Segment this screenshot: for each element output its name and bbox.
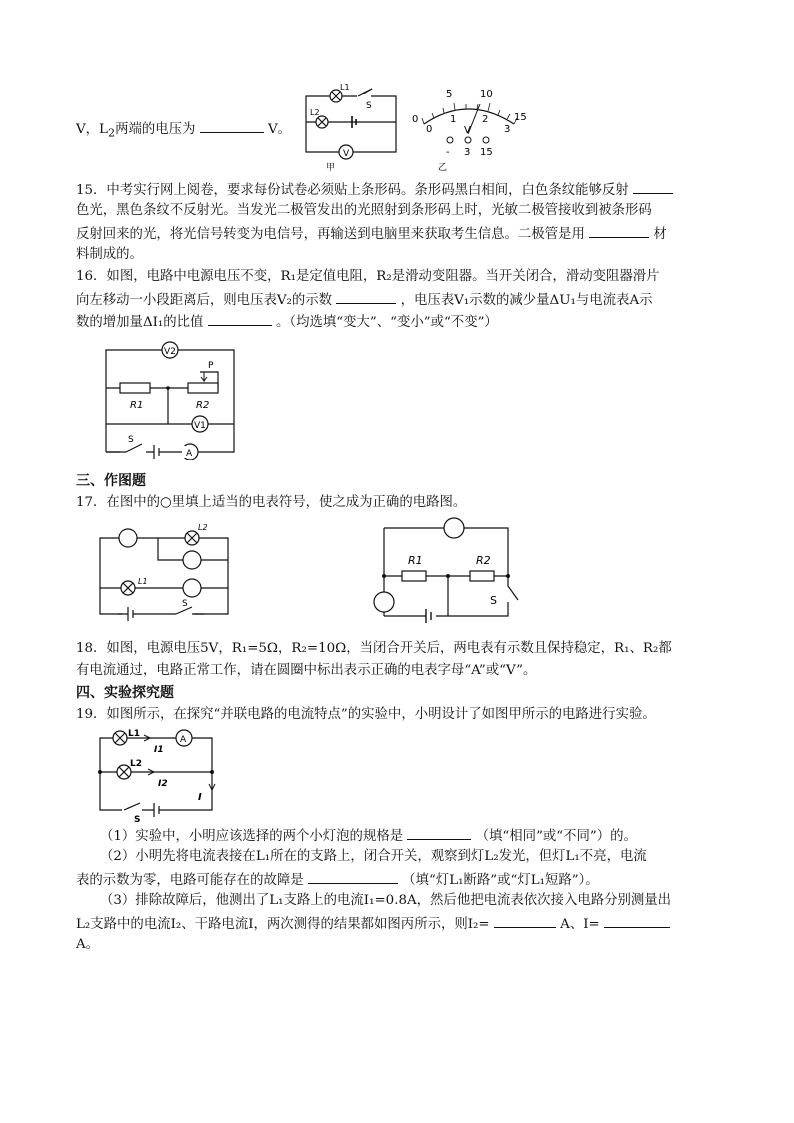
q17-text: 17．在图中的○里填上适当的电表符号，使之成为正确的电路图。 <box>76 495 467 510</box>
q16-line1: 16．如图，电路中电源电压不变，R₁是定值电阻，R₂是滑动变阻器。当开关闭合，滑动变阻器滑片 <box>76 269 660 284</box>
terminal-15: 15 <box>480 147 493 158</box>
label-S: S <box>366 101 372 111</box>
q15-line3: 反射回来的光，将光信号转变为电信号，再输送到电脑里来获取考生信息。二极管是用 材 <box>76 224 667 244</box>
circuit-jia <box>300 82 410 172</box>
q15-line2: 色光，黑色条纹不反射光。当发光二极管发出的光照射到条形码上时，光敏二极管接收到被条形码 <box>76 203 652 218</box>
q18-line2: 有电流通过，电路正常工作，请在圆圈中标出表示正确的电表字母“A”或“V”。 <box>76 663 537 678</box>
label-R1: R1 <box>408 554 423 567</box>
q19-p3a: （3）排除故障后，他测出了L₁支路上的电流I₁=0.8A，然后他把电流表依次接入电路分别测量出 <box>100 893 672 908</box>
label-I1: I1 <box>154 745 164 755</box>
q19-p3d: A。 <box>76 937 100 952</box>
label-L1: L1 <box>138 577 148 586</box>
dial-unit: V <box>464 125 471 136</box>
label-L1: L1 <box>340 83 350 92</box>
label-P: P <box>208 361 214 371</box>
label-S: S <box>128 435 134 445</box>
q19-p2a: （2）小明先将电流表接在L₁所在的支路上，闭合开关，观察到灯L₂发光，但灯L₁不亮，电流 <box>100 849 647 864</box>
q19-p2b: 表的示数为零，电路可能存在的故障是 （填“灯L₁断路”或“灯L₁短路”）。 <box>76 870 599 890</box>
label-R1: R1 <box>130 400 144 411</box>
q19-blank1[interactable] <box>407 826 471 840</box>
label-S: S <box>490 594 497 607</box>
terminal-3: 3 <box>464 147 471 158</box>
dial-0-outer: 0 <box>412 114 419 125</box>
section-3-title: 三、作图题 <box>76 473 146 489</box>
label-V2: V2 <box>164 347 176 357</box>
fig-label-yi: 乙 <box>438 163 448 172</box>
label-I: I <box>198 792 202 803</box>
label-R2: R2 <box>196 400 210 411</box>
q19-blank4[interactable] <box>604 914 670 928</box>
dial-3: 3 <box>504 124 511 135</box>
fig-label-jia: 甲 <box>326 163 336 172</box>
section-4-title: 四、实验探究题 <box>76 685 174 701</box>
q16-circuit <box>100 340 240 460</box>
label-V: V <box>343 149 350 159</box>
voltmeter-dial <box>410 82 530 172</box>
q16-line3: 数的增加量ΔI₁的比值 。（均选填“变大”、“变小”或“不变”） <box>76 312 498 332</box>
q17-circuit-left <box>94 520 234 626</box>
q19-blank3[interactable] <box>494 914 556 928</box>
q15-blank1[interactable] <box>633 180 673 194</box>
dial-1: 1 <box>450 114 457 125</box>
label-L2: L2 <box>130 759 142 769</box>
label-I2: I2 <box>158 779 168 789</box>
dial-10: 10 <box>480 89 493 100</box>
label-A: A <box>180 735 187 745</box>
answer-blank[interactable] <box>200 119 264 133</box>
label-L1: L1 <box>128 729 140 739</box>
q14-answer-line: V，$L_2$两端的电压为 V。 <box>76 119 291 143</box>
label-S: S <box>182 599 188 609</box>
label-S: S <box>134 815 141 824</box>
q19-circuit <box>94 728 224 824</box>
label-V1: V1 <box>194 421 206 431</box>
q16-line2: 向左移动一小段距离后，则电压表V₂的示数 ，电压表V₁示数的减少量ΔU₁与电流表A示 <box>76 290 653 310</box>
label-R2: R2 <box>476 554 491 567</box>
q15-line4: 料制成的。 <box>76 247 143 262</box>
q19-blank2[interactable] <box>308 870 398 884</box>
label-A: A <box>186 449 193 459</box>
dial-2: 2 <box>482 114 489 125</box>
label-L2: L2 <box>198 523 208 532</box>
terminal-minus: - <box>446 147 450 158</box>
q18-line1: 18．如图，电源电压5V，R₁=5Ω，R₂=10Ω，当闭合开关后，两电表有示数且保持稳定，R₁、R₂都 <box>76 641 672 656</box>
label-L2: L2 <box>310 108 320 117</box>
q19-p3b: L₂支路中的电流I₂、干路电流I，两次测得的结果都如图丙所示，则I₂= A、I= <box>76 914 670 934</box>
dial-5: 5 <box>446 89 453 100</box>
q19-p1: （1）实验中，小明应该选择的两个小灯泡的规格是 （填“相同”或“不同”）的。 <box>100 826 637 846</box>
q17-circuit-right <box>372 512 522 638</box>
dial-0-inner: 0 <box>426 124 433 135</box>
q15-line1: 15．中考实行网上阅卷，要求每份试卷必须贴上条形码。条形码黑白相间，白色条纹能够反射 <box>76 180 673 200</box>
q16-blank1[interactable] <box>336 290 396 304</box>
dial-15: 15 <box>514 112 527 123</box>
q19-text: 19．如图所示，在探究“并联电路的电流特点”的实验中，小明设计了如图甲所示的电路进行实验。 <box>76 707 656 722</box>
q16-blank2[interactable] <box>208 312 272 326</box>
q15-blank2[interactable] <box>589 224 649 238</box>
